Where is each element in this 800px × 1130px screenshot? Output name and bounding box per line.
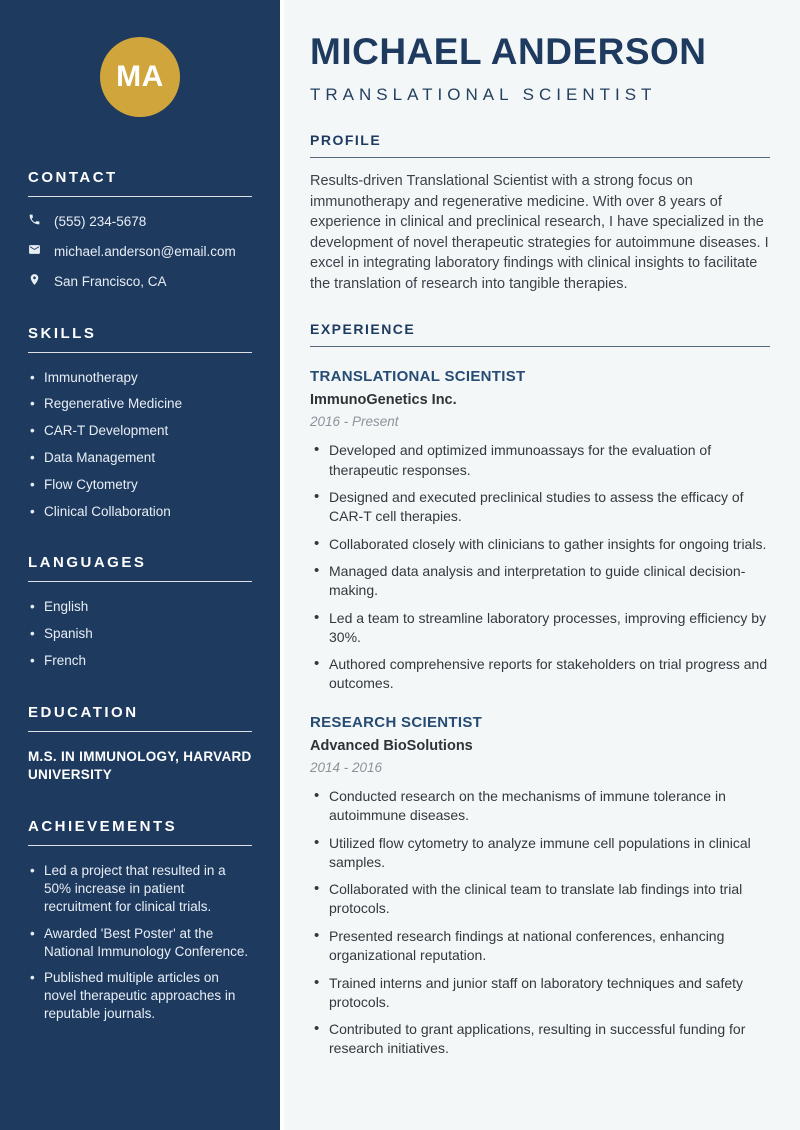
contact-email-text: michael.anderson@email.com (54, 243, 236, 259)
candidate-title: TRANSLATIONAL SCIENTIST (310, 85, 657, 104)
achievement-item: • Led a project that resulted in a 50% increase in patient recruitment for clinical trials. (28, 862, 252, 915)
contact-location-text: San Francisco, CA (54, 273, 167, 289)
job-bullet: • Managed data analysis and interpretation to guide clinical decision-making. (310, 562, 770, 600)
profile-text: Results-driven Translational Scientist with a strong focus on immunotherapy and regenerative medicine. With over 8 years of experience in clinical and preclinical research, I have specialized in the development of novel therapeutic strategies for autoimmune diseases. I excel in integrating laboratory findings with clinical insights to facilitate the translation of research into tangible therapies. (310, 173, 769, 292)
phone-icon (28, 213, 41, 230)
skills-heading: SKILLS (28, 325, 252, 353)
job-dates: 2014 - 2016 (310, 760, 383, 776)
job-bullet: • Conducted research on the mechanisms of immune tolerance in autoimmune diseases. (310, 787, 770, 825)
skill-item: • Regenerative Medicine (28, 395, 252, 413)
job-bullets (310, 441, 770, 693)
avatar-initials: MA (116, 60, 164, 93)
job-company: ImmunoGenetics Inc. (310, 392, 457, 409)
main-content (280, 0, 800, 1130)
avatar (100, 37, 180, 117)
languages-heading: LANGUAGES (28, 554, 252, 582)
skills-section (28, 325, 252, 521)
contact-location (28, 273, 252, 290)
education-degree: M.S. IN IMMUNOLOGY, HARVARD UNIVERSITY (28, 748, 252, 783)
job-bullet: • Collaborated closely with clinicians to gather insights for ongoing trials. (310, 535, 770, 554)
language-item: • French (28, 652, 252, 670)
job-bullet: • Collaborated with the clinical team to translate lab findings into trial protocols. (310, 880, 770, 918)
profile-section (310, 132, 770, 294)
job-bullet: • Led a team to streamline laboratory processes, improving efficiency by 30%. (310, 609, 770, 647)
achievement-item: • Awarded 'Best Poster' at the National Immunology Conference. (28, 925, 252, 961)
languages-list (28, 598, 252, 669)
job-bullet: • Developed and optimized immunoassays for the evaluation of therapeutic responses. (310, 441, 770, 479)
job-dates: 2016 - Present (310, 414, 399, 430)
job-title: RESEARCH SCIENTIST (310, 714, 483, 732)
job-bullet: • Authored comprehensive reports for stakeholders on trial progress and outcomes. (310, 655, 770, 693)
experience-heading: EXPERIENCE (310, 321, 770, 347)
contact-phone (28, 213, 252, 230)
achievements-list (28, 862, 252, 1023)
contact-heading: CONTACT (28, 169, 252, 197)
skill-item: • CAR-T Development (28, 422, 252, 440)
language-item: • English (28, 598, 252, 616)
job-bullets (310, 787, 770, 1058)
languages-section (28, 554, 252, 669)
skill-item: • Immunotherapy (28, 369, 252, 387)
job-entry (310, 714, 770, 1058)
contact-email (28, 243, 252, 260)
sidebar (0, 0, 280, 1130)
contact-section (28, 169, 252, 291)
contact-phone-text: (555) 234-5678 (54, 213, 147, 229)
achievements-section (28, 818, 252, 1023)
job-bullet: • Trained interns and junior staff on laboratory techniques and safety protocols. (310, 974, 770, 1012)
email-icon (28, 243, 41, 260)
achievements-heading: ACHIEVEMENTS (28, 818, 252, 846)
skills-list (28, 369, 252, 521)
skill-item: • Clinical Collaboration (28, 503, 252, 521)
experience-section (310, 321, 770, 1058)
job-bullet: • Contributed to grant applications, resulting in successful funding for research initiatives. (310, 1020, 770, 1058)
achievement-item: • Published multiple articles on novel therapeutic approaches in reputable journals. (28, 969, 252, 1022)
job-bullet: • Utilized flow cytometry to analyze immune cell populations in clinical samples. (310, 834, 770, 872)
job-bullet: • Designed and executed preclinical studies to assess the efficacy of CAR-T cell therapies. (310, 488, 770, 526)
job-bullet: • Presented research findings at national conferences, enhancing organizational reputation. (310, 927, 770, 965)
education-section (28, 704, 252, 784)
candidate-name: MICHAEL ANDERSON (310, 31, 707, 72)
profile-heading: PROFILE (310, 132, 770, 158)
education-heading: EDUCATION (28, 704, 252, 732)
location-icon (28, 273, 41, 290)
language-item: • Spanish (28, 625, 252, 643)
skill-item: • Flow Cytometry (28, 476, 252, 494)
job-title: TRANSLATIONAL SCIENTIST (310, 368, 526, 386)
job-entry (310, 368, 770, 693)
skill-item: • Data Management (28, 449, 252, 467)
job-company: Advanced BioSolutions (310, 738, 473, 755)
